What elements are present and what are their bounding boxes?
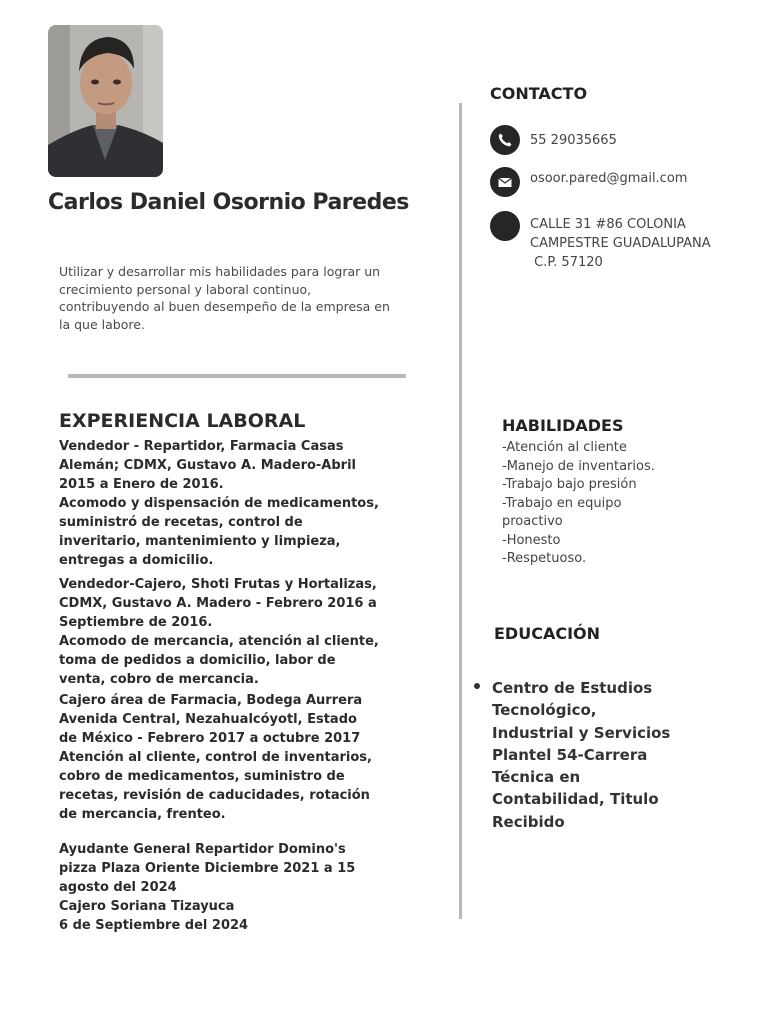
bullet-icon	[474, 683, 480, 689]
education-item: Centro de Estudios Tecnológico, Industrial y Servicios Plantel 54-Carrera Técnica en Contabilidad, Titulo Recibido	[492, 679, 671, 831]
address-line: C.P. 57120	[530, 255, 603, 270]
email-address: osoor.pared@gmail.com	[530, 171, 688, 186]
skill-item: -Trabajo bajo presión	[502, 477, 637, 492]
phone-number: 55 29035665	[530, 133, 617, 148]
skill-item: -Manejo de inventarios.	[502, 458, 655, 474]
portrait-illustration	[48, 25, 163, 177]
candidate-name: Carlos Daniel Osornio Paredes	[48, 190, 409, 215]
job-heading: Vendedor-Cajero, Shoti Frutas y Hortalizas, CDMX, Gustavo A. Madero - Febrero 2016 a Septiembre de 2016.	[59, 577, 377, 630]
job-duties: Cajero Soriana Tizayuca	[59, 899, 235, 914]
address-line: CAMPESTRE GUADALUPANA	[530, 236, 711, 251]
section-divider	[68, 374, 406, 378]
skill-item: -Trabajo en equipo proactivo	[502, 495, 622, 529]
job-entry	[59, 575, 379, 689]
job-heading: Cajero área de Farmacia, Bodega Aurrera Avenida Central, Nezahualcóyotl, Estado de México - Febrero 2017 a octubre 2017	[59, 693, 363, 746]
column-divider	[459, 103, 462, 919]
job-heading: Vendedor - Repartidor, Farmacia Casas Alemán; CDMX, Gustavo A. Madero-Abril 2015 a Enero de 2016.	[59, 439, 356, 492]
profile-photo	[48, 25, 163, 177]
skill-item: -Respetuoso.	[502, 551, 587, 566]
skill-item: -Atención al cliente	[502, 440, 627, 455]
experience-title: EXPERIENCIA LABORAL	[59, 410, 306, 432]
address-line: CALLE 31 #86 COLONIA	[530, 217, 686, 232]
job-duties: Acomodo y dispensación de medicamentos, suministró de recetas, control de inveritario, mantenimiento y limpieza, entregas a domicilio.	[59, 496, 379, 568]
education-title: EDUCACIÓN	[494, 624, 601, 643]
skills-list	[502, 439, 692, 569]
skills-title: HABILIDADES	[502, 416, 624, 435]
job-heading: Ayudante General Repartidor Domino's pizza Plaza Oriente Diciembre 2021 a 15 agosto del 2024	[59, 842, 356, 895]
phone-icon	[490, 125, 520, 155]
job-entry	[59, 437, 379, 570]
job-entry	[59, 840, 379, 935]
skill-item: -Honesto	[502, 532, 561, 548]
location-icon	[490, 211, 520, 241]
job-date: 6 de Septiembre del 2024	[59, 918, 249, 933]
objective-text: Utilizar y desarrollar mis habilidades para lograr un crecimiento personal y laboral continuo, contribuyendo al buen desempeño de la empresa en la que labore.	[59, 264, 390, 332]
mail-icon	[490, 167, 520, 197]
contact-title: CONTACTO	[490, 84, 588, 103]
job-duties: Atención al cliente, control de inventarios, cobro de medicamentos, suministro de recetas, revisión de caducidades, rotación de mercancia, frenteo.	[59, 750, 372, 822]
job-duties: Acomodo de mercancia, atención al cliente, toma de pedidos a domicilio, labor de venta, cobro de mercancia.	[59, 634, 379, 687]
address	[530, 215, 711, 272]
job-entry	[59, 691, 379, 824]
